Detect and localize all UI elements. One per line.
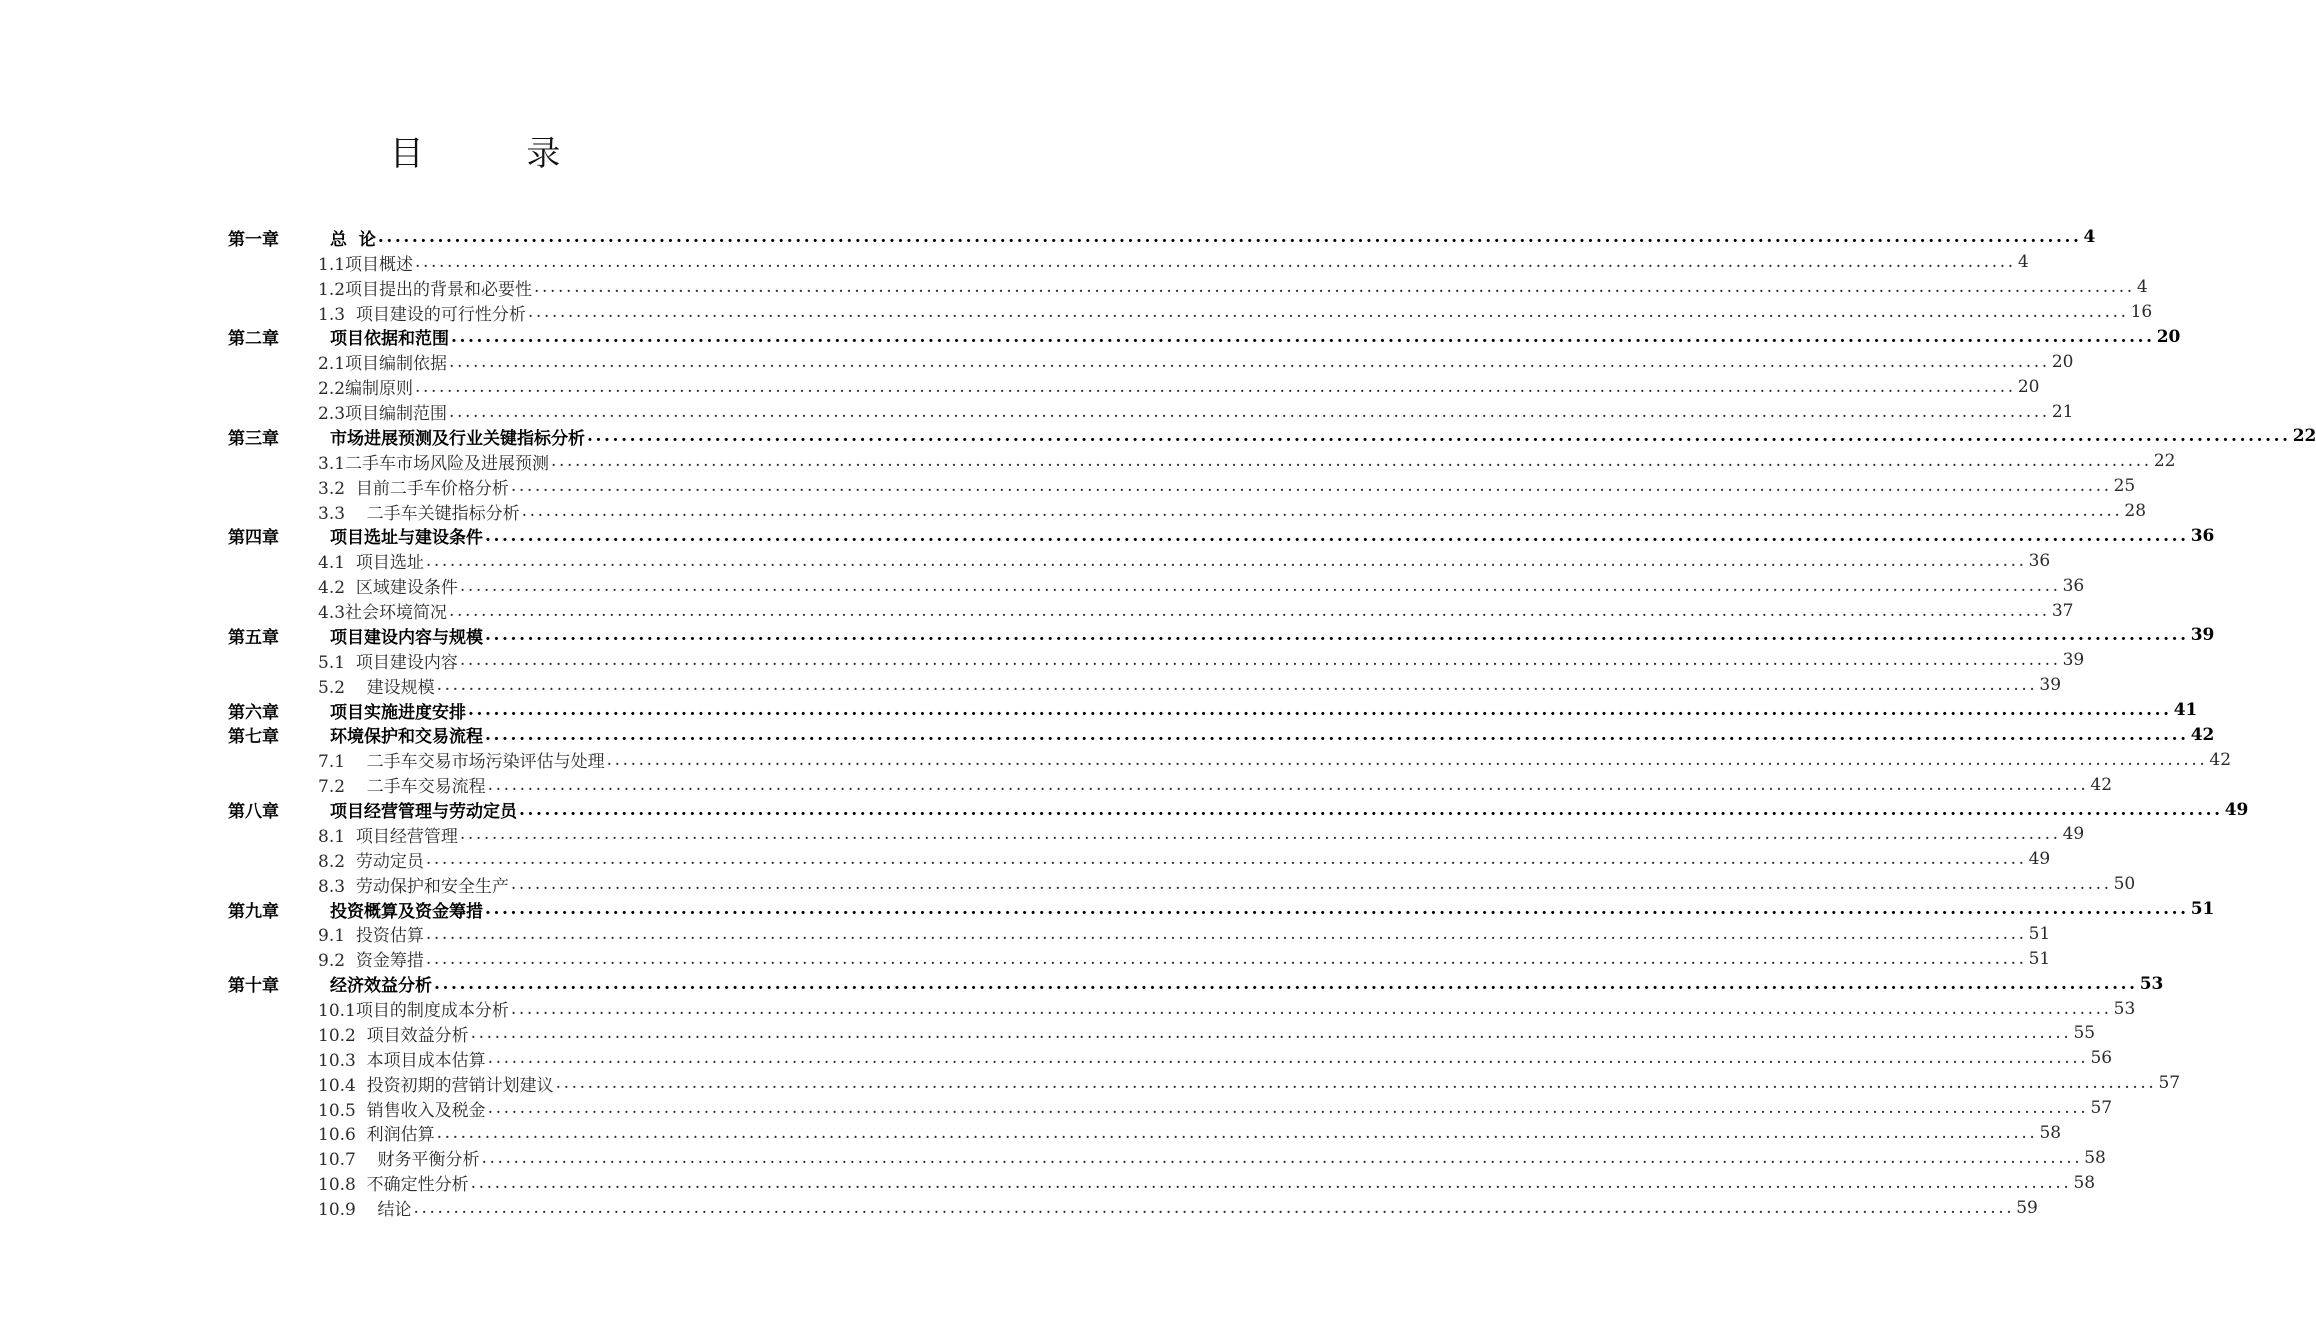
toc-entry (318, 772, 2112, 797)
toc-entry (318, 300, 2152, 325)
toc-chapter-row[interactable] (228, 723, 2215, 748)
toc-entry (318, 399, 2073, 424)
toc-section-row[interactable] (228, 1145, 2106, 1171)
toc-chapter-row[interactable] (228, 623, 2215, 648)
toc-leader-dots: ........................................................................................................................................................................................................ (487, 1048, 2089, 1069)
toc-page-number: 22 (2153, 451, 2176, 472)
toc-leader-dots: ........................................................................................................................................................................................................ (555, 1073, 2157, 1094)
toc-page-number: 49 (2224, 799, 2249, 820)
toc-entry (318, 1120, 2061, 1145)
toc-leader-dots: ........................................................................................................................................................................................................ (451, 326, 2155, 347)
toc-page-number: 41 (2173, 700, 2198, 721)
toc-entry-label: 3.1二手车市场风险及进展预测 (318, 453, 550, 474)
toc-page-number: 4 (2136, 277, 2148, 298)
toc-entry-label: 10.4 投资初期的营销计划建议 (318, 1075, 554, 1096)
toc-entry (318, 648, 2084, 673)
toc-entry (318, 424, 2316, 449)
toc-section-row[interactable] (228, 300, 2153, 325)
toc-entry (318, 1170, 2095, 1195)
toc-entry-label: 8.2 劳动定员 (318, 851, 424, 872)
toc-section-row[interactable] (228, 673, 2062, 698)
toc-entry (318, 250, 2029, 275)
page-title: 目 录 (389, 134, 607, 174)
toc-entry-label: 7.1 二手车交易市场污染评估与处理 (318, 752, 605, 773)
toc-chapter-number: 第三章 (228, 428, 279, 449)
toc-page-number: 57 (2158, 1073, 2181, 1094)
toc-page-number: 37 (2051, 600, 2074, 621)
toc-page-number: 59 (2016, 1197, 2038, 1218)
toc-chapter-number: 第十章 (228, 976, 279, 997)
toc-leader-dots: ........................................................................................................................................................................................................ (459, 824, 2061, 845)
toc-leader-dots: ........................................................................................................................................................................................................ (434, 973, 2138, 994)
toc-entry-label: 5.2 建设规模 (318, 677, 435, 698)
toc-entry-label: 4.3社会环境简况 (318, 603, 448, 624)
toc-leader-dots: ........................................................................................................................................................................................................ (415, 376, 2016, 397)
toc-entry (318, 1145, 2106, 1170)
toc-entry (318, 598, 2073, 623)
toc-entry-label: 10.5 销售收入及税金 (318, 1100, 486, 1121)
toc-page-number: 36 (2190, 525, 2215, 546)
toc-page-number: 53 (2113, 998, 2136, 1019)
toc-entry-label: 9.1 投资估算 (318, 926, 424, 947)
toc-entry-label: 2.2编制原则 (318, 379, 414, 400)
toc-entry (318, 946, 2050, 971)
toc-leader-dots: ........................................................................................................................................................................................................ (534, 277, 2135, 298)
toc-entry (318, 499, 2146, 524)
toc-page-number: 36 (2062, 575, 2085, 596)
toc-entry-label: 1.3 项目建设的可行性分析 (318, 304, 526, 325)
toc-section-row[interactable] (228, 946, 2051, 972)
toc-chapter-row[interactable] (228, 225, 2096, 250)
toc-chapter-number: 第九章 (228, 901, 279, 922)
toc-entry (318, 349, 2073, 374)
toc-entry-label: 5.1 项目建设内容 (318, 652, 458, 673)
toc-entry-label: 1.1项目概述 (318, 254, 414, 275)
toc-entry-label: 7.2 二手车交易流程 (318, 777, 486, 798)
toc-section-row[interactable] (228, 648, 2085, 673)
toc-entry (318, 1071, 2180, 1096)
toc-page-number: 20 (2017, 376, 2040, 397)
toc-entry (318, 897, 2214, 922)
toc-leader-dots: ........................................................................................................................................................................................................ (485, 525, 2189, 546)
toc-page-number: 58 (2073, 1172, 2096, 1193)
toc-chapter-number: 第四章 (228, 528, 279, 549)
toc-leader-dots: ........................................................................................................................................................................................................ (470, 1023, 2072, 1044)
toc-section-row[interactable] (228, 598, 2074, 624)
toc-section-row[interactable] (228, 573, 2085, 599)
toc-page-number: 20 (2156, 326, 2181, 347)
toc-leader-dots: ........................................................................................................................................................................................................ (487, 774, 2089, 795)
toc-chapter-row[interactable] (228, 698, 2198, 723)
toc-leader-dots: ........................................................................................................................................................................................................ (415, 252, 2016, 273)
toc-entry (318, 523, 2214, 548)
toc-section-row[interactable] (228, 1170, 2096, 1196)
toc-section-row[interactable] (228, 822, 2085, 847)
toc-section-row[interactable] (228, 747, 2232, 773)
toc-leader-dots: ........................................................................................................................................................................................................ (587, 426, 2291, 447)
toc-entry (318, 275, 2148, 300)
toc-entry-label: 8.1 项目经营管理 (318, 826, 458, 847)
toc-leader-dots: ........................................................................................................................................................................................................ (485, 899, 2189, 920)
toc-page-number: 51 (2190, 899, 2215, 920)
toc-page-number: 28 (2124, 501, 2147, 522)
toc-leader-dots: ........................................................................................................................................................................................................ (485, 625, 2189, 646)
toc-entry-label: 项目实施进度安排 (330, 702, 466, 723)
toc-page-number: 58 (2084, 1147, 2106, 1168)
toc-entry-label: 项目选址与建设条件 (330, 528, 483, 549)
toc-chapter-row[interactable] (228, 524, 2215, 549)
toc-chapter-row[interactable] (228, 325, 2181, 350)
toc-page-number: 55 (2073, 1023, 2096, 1044)
toc-entry-label: 3.3 二手车关键指标分析 (318, 503, 520, 524)
toc-section-row[interactable] (228, 349, 2074, 375)
toc-leader-dots: ........................................................................................................................................................................................................ (481, 1147, 2083, 1168)
toc-section-row[interactable] (228, 847, 2051, 872)
toc-section-row[interactable] (228, 1121, 2062, 1146)
toc-entry (318, 449, 2175, 474)
toc-entry (318, 747, 2231, 772)
toc-section-row[interactable] (228, 1071, 2181, 1096)
toc-entry (318, 374, 2039, 399)
toc-leader-dots: ........................................................................................................................................................................................................ (449, 401, 2050, 422)
toc-entry (318, 722, 2214, 747)
toc-page-number: 39 (2039, 675, 2062, 696)
toc-entry-label: 10.1项目的制度成本分析 (318, 1001, 509, 1022)
toc-page-number: 4 (2017, 252, 2029, 273)
toc-entry-label: 2.1项目编制依据 (318, 354, 448, 375)
toc-leader-dots: ........................................................................................................................................................................................................ (485, 724, 2189, 745)
toc-entry (318, 996, 2135, 1021)
toc-entry (318, 474, 2135, 499)
toc-entry (318, 847, 2050, 872)
toc-page-number: 42 (2209, 749, 2232, 770)
toc-entry (318, 797, 2248, 822)
toc-leader-dots: ........................................................................................................................................................................................................ (510, 476, 2112, 497)
toc-entry-label: 4.2 区域建设条件 (318, 578, 458, 599)
toc-leader-dots: ........................................................................................................................................................................................................ (470, 1172, 2072, 1193)
toc-entry-label: 环境保护和交易流程 (330, 727, 483, 748)
toc-leader-dots: ........................................................................................................................................................................................................ (436, 1122, 2038, 1143)
toc-leader-dots: ........................................................................................................................................................................................................ (425, 923, 2027, 944)
toc-section-row[interactable] (228, 399, 2074, 425)
toc-section-row[interactable] (228, 250, 2029, 275)
toc-leader-dots: ........................................................................................................................................................................................................ (425, 550, 2027, 571)
toc-leader-dots: ........................................................................................................................................................................................................ (527, 302, 2129, 323)
toc-leader-dots: ........................................................................................................................................................................................................ (449, 351, 2050, 372)
toc-entry-label: 4.1 项目选址 (318, 553, 424, 574)
toc-page-number: 49 (2062, 824, 2085, 845)
toc-leader-dots: ........................................................................................................................................................................................................ (459, 650, 2061, 671)
toc-entry (318, 822, 2084, 847)
toc-entry-label: 9.2 资金筹措 (318, 951, 424, 972)
toc-section-row[interactable] (228, 548, 2051, 574)
toc-entry (318, 971, 2163, 996)
toc-page-number: 58 (2039, 1122, 2062, 1143)
toc-chapter-number: 第七章 (228, 727, 279, 748)
toc-leader-dots: ........................................................................................................................................................................................................ (519, 799, 2223, 820)
table-of-contents (228, 225, 2316, 1221)
toc-entry-label: 10.9 结论 (318, 1200, 412, 1221)
toc-entry-label: 经济效益分析 (330, 976, 432, 997)
toc-page-number: 39 (2190, 625, 2215, 646)
toc-chapter-number: 第一章 (228, 229, 279, 250)
toc-section-row[interactable] (228, 1046, 2113, 1071)
toc-entry (318, 698, 2197, 723)
toc-leader-dots: ........................................................................................................................................................................................................ (510, 874, 2112, 895)
toc-section-row[interactable] (228, 474, 2136, 499)
toc-section-row[interactable] (228, 275, 2148, 300)
toc-entry-label: 10.7 财务平衡分析 (318, 1150, 480, 1171)
toc-chapter-number: 第二章 (228, 329, 279, 350)
toc-entry-label: 项目依据和范围 (330, 329, 449, 350)
toc-section-row[interactable] (228, 772, 2113, 798)
toc-entry-label: 8.3 劳动保护和安全生产 (318, 876, 509, 897)
toc-page-number: 22 (2292, 426, 2316, 447)
toc-section-row[interactable] (228, 1096, 2113, 1121)
toc-leader-dots: ........................................................................................................................................................................................................ (510, 998, 2112, 1019)
toc-leader-dots: ........................................................................................................................................................................................................ (436, 675, 2038, 696)
toc-page-number: 16 (2130, 302, 2153, 323)
toc-leader-dots: ........................................................................................................................................................................................................ (425, 849, 2027, 870)
toc-leader-dots: ........................................................................................................................................................................................................ (487, 1098, 2089, 1119)
toc-entry (318, 324, 2180, 349)
toc-entry (318, 673, 2061, 698)
toc-entry (318, 1195, 2038, 1220)
toc-entry (318, 1096, 2112, 1121)
toc-section-row[interactable] (228, 1195, 2038, 1221)
toc-page-number: 4 (2083, 227, 2096, 248)
toc-page-number: 51 (2028, 948, 2051, 969)
toc-page-number: 36 (2028, 550, 2051, 571)
toc-leader-dots: ........................................................................................................................................................................................................ (449, 600, 2050, 621)
toc-chapter-row[interactable] (228, 424, 2316, 449)
toc-section-row[interactable] (228, 449, 2176, 474)
toc-entry (318, 872, 2135, 897)
toc-leader-dots: ........................................................................................................................................................................................................ (551, 451, 2152, 472)
toc-page-number: 20 (2051, 351, 2074, 372)
toc-chapter-row[interactable] (228, 797, 2249, 823)
toc-chapter-row[interactable] (228, 971, 2164, 997)
toc-section-row[interactable] (228, 996, 2136, 1022)
toc-leader-dots: ........................................................................................................................................................................................................ (413, 1197, 2015, 1218)
toc-entry-label: 项目建设内容与规模 (330, 627, 483, 648)
toc-entry-label: 投资概算及资金筹措 (330, 901, 483, 922)
toc-entry (318, 573, 2084, 598)
toc-page-number: 57 (2090, 1098, 2113, 1119)
toc-chapter-number: 第五章 (228, 627, 279, 648)
toc-entry-label: 10.2 项目效益分析 (318, 1025, 469, 1046)
toc-section-row[interactable] (228, 922, 2051, 947)
toc-leader-dots: ........................................................................................................................................................................................................ (377, 227, 2082, 248)
toc-entry-label: 10.8 不确定性分析 (318, 1175, 469, 1196)
toc-page-number: 50 (2113, 874, 2136, 895)
toc-section-row[interactable] (228, 499, 2147, 524)
toc-page-number: 51 (2028, 923, 2051, 944)
toc-entry-label: 市场进展预测及行业关键指标分析 (330, 428, 585, 449)
toc-leader-dots: ........................................................................................................................................................................................................ (459, 575, 2061, 596)
toc-entry-label: 10.6 利润估算 (318, 1125, 435, 1146)
toc-entry-label: 总 论 (330, 229, 376, 250)
toc-entry-label: 项目经营管理与劳动定员 (330, 802, 517, 823)
toc-page-number: 42 (2190, 724, 2215, 745)
toc-page-number: 21 (2051, 401, 2074, 422)
toc-chapter-number: 第六章 (228, 702, 279, 723)
toc-entry-label: 2.3项目编制范围 (318, 404, 448, 425)
toc-entry (318, 1021, 2095, 1046)
toc-entry (318, 1046, 2112, 1071)
toc-entry (318, 225, 2095, 250)
toc-entry-label: 1.2项目提出的背景和必要性 (318, 279, 533, 300)
toc-page-number: 42 (2090, 774, 2113, 795)
toc-section-row[interactable] (228, 374, 2040, 400)
toc-entry (318, 921, 2050, 946)
toc-leader-dots: ........................................................................................................................................................................................................ (521, 501, 2123, 522)
toc-page-number: 53 (2139, 973, 2164, 994)
toc-entry-label: 10.3 本项目成本估算 (318, 1050, 486, 1071)
toc-leader-dots: ........................................................................................................................................................................................................ (468, 700, 2172, 721)
toc-page-number: 39 (2062, 650, 2085, 671)
toc-leader-dots: ........................................................................................................................................................................................................ (425, 948, 2027, 969)
toc-chapter-row[interactable] (228, 897, 2215, 922)
toc-entry-label: 3.2 目前二手车价格分析 (318, 478, 509, 499)
toc-leader-dots: ........................................................................................................................................................................................................ (606, 749, 2208, 770)
toc-entry (318, 623, 2214, 648)
toc-page-number: 25 (2113, 476, 2136, 497)
toc-page-number: 49 (2028, 849, 2051, 870)
toc-section-row[interactable] (228, 872, 2136, 897)
toc-page-number: 56 (2090, 1048, 2113, 1069)
toc-section-row[interactable] (228, 1021, 2096, 1046)
toc-chapter-number: 第八章 (228, 802, 279, 823)
toc-entry (318, 548, 2050, 573)
